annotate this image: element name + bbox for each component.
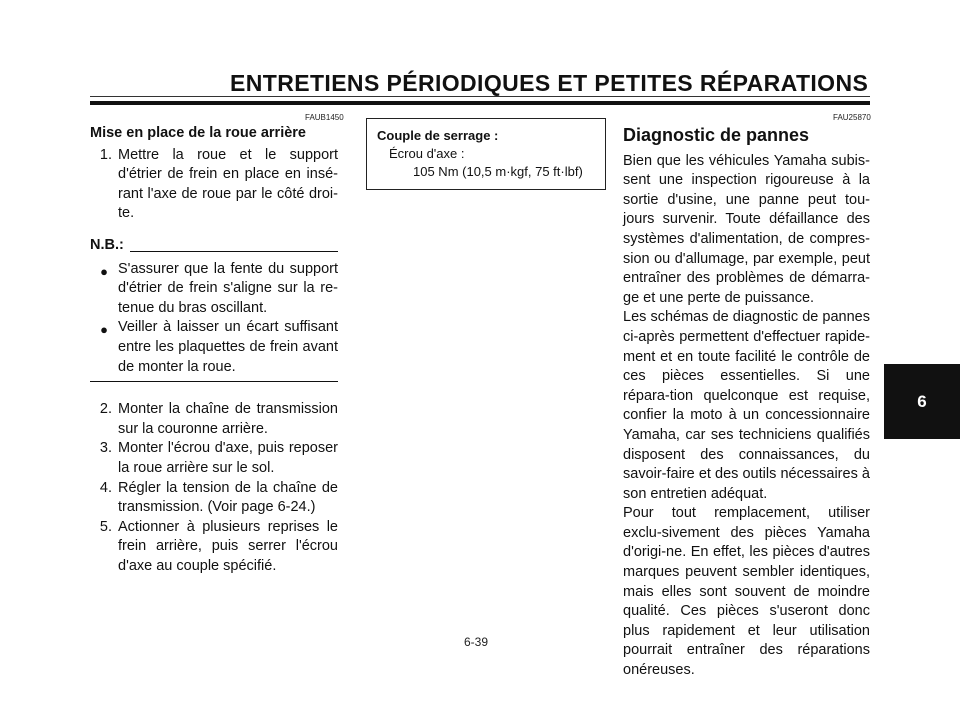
- paragraph: Bien que les véhicules Yamaha subis-sent une inspection rigoureuse à la sortie d'usine, une panne peut tou-jours survenir. Toute défaillance des systèmes d'alimentation, de compres-sion ou d'allumage, par exemple, peut entraîner des problèmes de démarra-ge et une perte de puissance.: [623, 152, 870, 306]
- paragraph: Les schémas de diagnostic de pannes ci-après permettent d'effectuer rapide-ment et en toute facilité le contrôle de ces pièces essentielles. Si une répara-tion quelconque est requise, confier la moto à un concessionnaire Yamaha, car ses techniciens qualifiés disposent des connaissances, du savoir-faire et des outils nécessaires à son entretien adéquat.: [623, 309, 870, 502]
- header-rule-thick: [90, 101, 870, 105]
- left-section-code: FAUB1450: [305, 113, 344, 122]
- nb-bullet-item: [90, 318, 338, 377]
- step-item: [90, 518, 338, 577]
- nb-bullet-text: S'assurer que la fente du support d'étrier de frein s'aligne sur la re-tenue du bras oscillant.: [118, 260, 338, 316]
- nb-bullet-item: [90, 260, 338, 319]
- left-column: [90, 124, 338, 576]
- step-number: 2.: [99, 401, 112, 418]
- nb-rule: [130, 251, 338, 252]
- page-header-title: ENTRETIENS PÉRIODIQUES ET PETITES RÉPARATIONS: [230, 70, 869, 96]
- right-section-code: FAU25870: [833, 113, 871, 122]
- nb-bullet-text: Veiller à laisser un écart suffisant entre les plaquettes de frein avant de monter la roue.: [118, 319, 338, 375]
- nb-label: N.B.:: [90, 236, 124, 253]
- nb-bullet-list: [90, 260, 338, 378]
- step-text: Monter l'écrou d'axe, puis reposer la roue arrière sur le sol.: [118, 440, 338, 476]
- nb-note-header: [90, 236, 338, 256]
- section-heading-rear-wheel: Mise en place de la roue arrière: [90, 125, 306, 141]
- steps-list-a: [90, 146, 338, 224]
- step-text: Mettre la roue et le support d'étrier de frein en place en insé-rant l'axe de roue par le côté droi-te.: [118, 146, 338, 222]
- torque-title: Couple de serrage :: [377, 128, 499, 143]
- header-rule-thin: [90, 96, 870, 97]
- step-item: [90, 479, 338, 518]
- nb-end-rule: [90, 381, 338, 382]
- steps-list-b: [90, 400, 338, 576]
- torque-value: 105 Nm (10,5 m·kgf, 75 ft·lbf): [413, 164, 583, 179]
- step-number: 5.: [99, 518, 112, 535]
- page-number: 6-39: [464, 635, 489, 649]
- torque-item: Écrou d'axe :: [389, 146, 465, 161]
- step-item: [90, 400, 338, 439]
- step-text: Actionner à plusieurs reprises le frein arrière, puis serrer l'écrou d'axe au couple spécifié.: [118, 518, 338, 574]
- section-heading-diagnostics: Diagnostic de pannes: [623, 125, 810, 145]
- bullet-icon: ●: [100, 263, 108, 279]
- bullet-icon: ●: [100, 322, 108, 338]
- step-number: 4.: [99, 479, 112, 496]
- step-number: 1.: [99, 146, 112, 163]
- step-text: Monter la chaîne de transmission sur la couronne arrière.: [118, 401, 338, 437]
- right-column: [623, 124, 870, 681]
- step-item: [90, 439, 338, 478]
- chapter-tab: 6: [884, 364, 960, 439]
- torque-spec-box: [366, 118, 606, 190]
- paragraph: Pour tout remplacement, utiliser exclu-sivement des pièces Yamaha d'origi-ne. En effet, les pièces d'autres marques peuvent sembler identiques, mais elles sont souvent de moindre qualité. Ces pièces s'useront donc plus rapidement et leur utilisation pourrait entraîner des réparations onéreuses.: [623, 505, 870, 679]
- step-item: [90, 146, 338, 224]
- step-number: 3.: [99, 440, 112, 457]
- step-text: Régler la tension de la chaîne de transmission. (Voir page 6-24.): [118, 479, 338, 516]
